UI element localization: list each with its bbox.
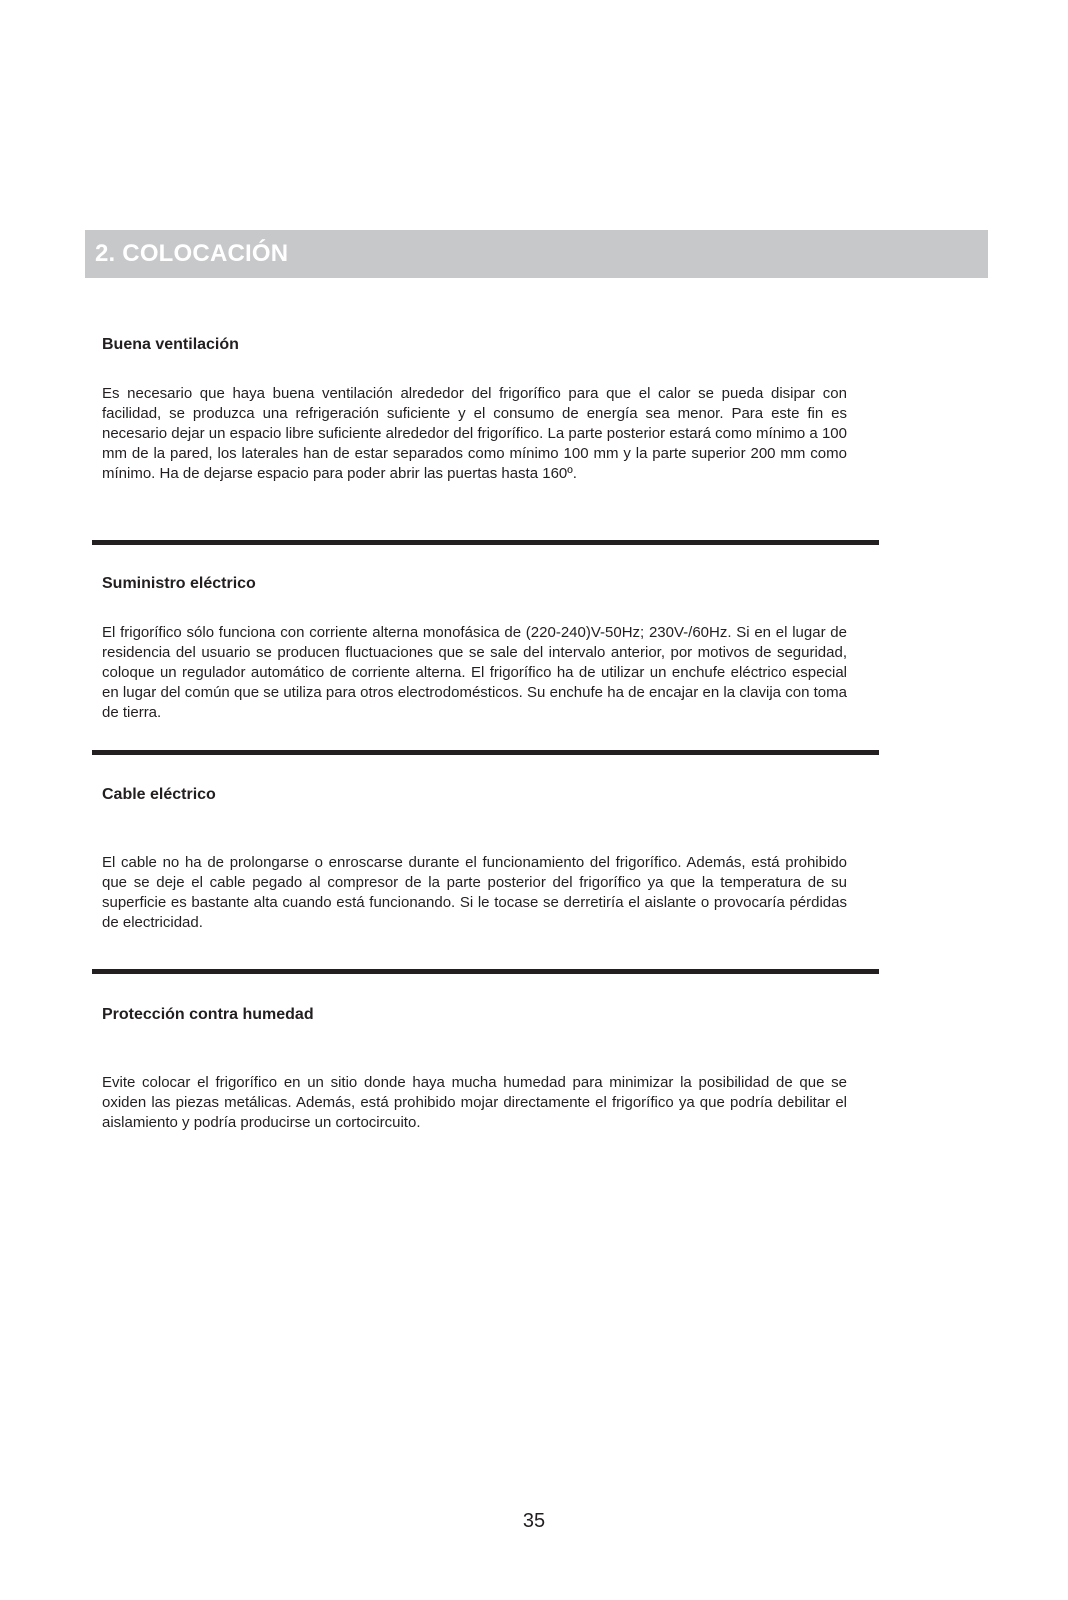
section-title-humidity: Protección contra humedad <box>102 1006 314 1023</box>
section-title-cable: Cable eléctrico <box>102 786 216 803</box>
section-body-humidity: Evite colocar el frigorífico en un sitio donde haya mucha humedad para minimizar la posibilidad de que se oxiden las piezas metálicas. Además, está prohibido mojar directamente el frigorífico ya que podría debilitar el aislamiento y podría producirse un cortocircuito. <box>102 1074 847 1131</box>
section-divider <box>92 540 879 545</box>
chapter-title: 2. COLOCACIÓN <box>95 240 289 267</box>
page-number: 35 <box>522 1510 546 1532</box>
section-body-power-supply: El frigorífico sólo funciona con corriente alterna monofásica de (220-240)V-50Hz; 230V-/60Hz. Si en el lugar de residencia del usuario se producen fluctuaciones que se sale del intervalo anterior, por motivos de seguridad, coloque un regulador automático de corriente alterna. El frigorífico ha de utilizar un enchufe eléctrico especial en lugar del común que se utiliza para otros electrodomésticos. Su enchufe ha de encajar en la clavija con toma de tierra. <box>102 624 847 721</box>
section-title-power-supply: Suministro eléctrico <box>102 575 256 592</box>
section-body-cable: El cable no ha de prolongarse o enroscarse durante el funcionamiento del frigorífico. Además, está prohibido que se deje el cable pegado al compresor de la parte posterior del frigorífico ya que la temperatura de su superficie es bastante alta cuando está funcionando. Si le tocase se derretiría el aislante o provocaría pérdidas de electricidad. <box>102 854 847 931</box>
section-divider <box>92 750 879 755</box>
section-body-ventilation: Es necesario que haya buena ventilación alrededor del frigorífico para que el calor se pueda disipar con facilidad, se produzca una refrigeración suficiente y el consumo de energía sea menor. Para este fin es necesario dejar un espacio libre suficiente alrededor del frigorífico. La parte posterior estará como mínimo a 100 mm de la pared, los laterales han de estar separados como mínimo 100 mm y la parte superior 200 mm como mínimo. Ha de dejarse espacio para poder abrir las puertas hasta 160º. <box>102 385 847 482</box>
section-divider <box>92 969 879 974</box>
chapter-header-bar <box>85 230 988 278</box>
section-title-ventilation: Buena ventilación <box>102 336 239 353</box>
